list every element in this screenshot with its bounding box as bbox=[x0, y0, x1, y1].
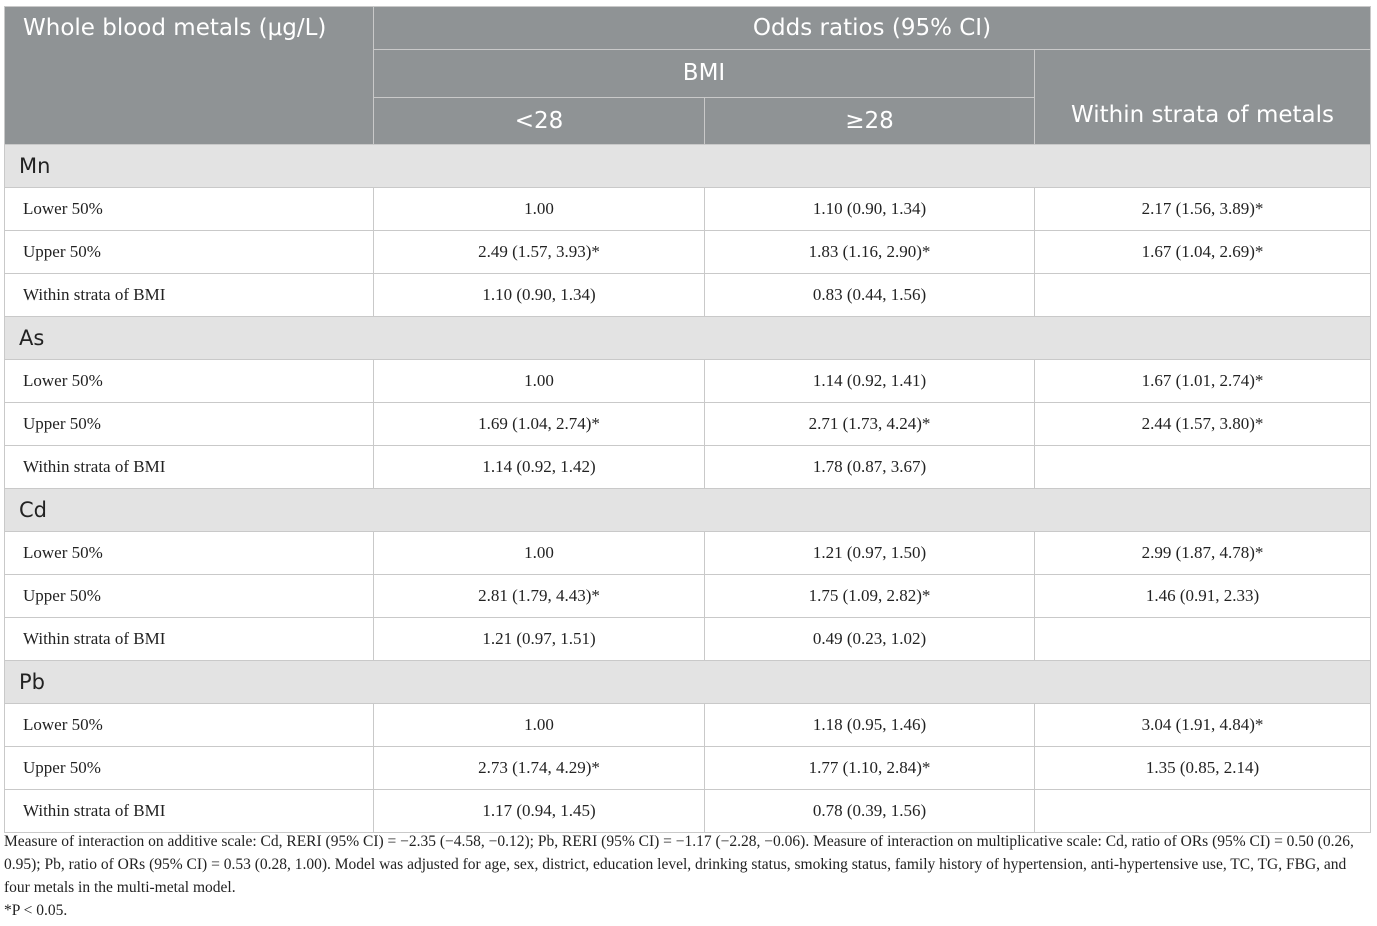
significance-note: *P < 0.05. bbox=[4, 902, 68, 919]
bmi-lt-28-value: 1.10 (0.90, 1.34) bbox=[374, 274, 705, 317]
odds-ratio-header: Odds ratios (95% CI) bbox=[374, 7, 1371, 50]
metal-group-label: Mn bbox=[5, 145, 1371, 188]
table-footnote bbox=[4, 830, 1370, 922]
table-row bbox=[5, 231, 1371, 274]
within-metals-value: 3.04 (1.91, 4.84)* bbox=[1035, 704, 1371, 747]
odds-ratio-table bbox=[4, 6, 1371, 833]
within-metals-value: 1.67 (1.01, 2.74)* bbox=[1035, 360, 1371, 403]
bmi-ge-28-value: 1.14 (0.92, 1.41) bbox=[705, 360, 1035, 403]
within-metals-value: 1.67 (1.04, 2.69)* bbox=[1035, 231, 1371, 274]
row-label: Lower 50% bbox=[5, 188, 374, 231]
bmi-lt-28-value: 1.69 (1.04, 2.74)* bbox=[374, 403, 705, 446]
within-metals-value: 1.46 (0.91, 2.33) bbox=[1035, 575, 1371, 618]
bmi-ge-28-value: 0.78 (0.39, 1.56) bbox=[705, 790, 1035, 833]
table-row bbox=[5, 446, 1371, 489]
metal-group-row bbox=[5, 489, 1371, 532]
bmi-lt-28-value: 1.00 bbox=[374, 360, 705, 403]
within-metals-value bbox=[1035, 618, 1371, 661]
bmi-lt-28-value: 2.49 (1.57, 3.93)* bbox=[374, 231, 705, 274]
bmi-ge-28-value: 1.18 (0.95, 1.46) bbox=[705, 704, 1035, 747]
row-label: Within strata of BMI bbox=[5, 618, 374, 661]
bmi-lt-28-value: 1.00 bbox=[374, 532, 705, 575]
row-label: Within strata of BMI bbox=[5, 446, 374, 489]
table-row bbox=[5, 618, 1371, 661]
table-row bbox=[5, 360, 1371, 403]
bmi-lt-28-value: 1.00 bbox=[374, 704, 705, 747]
bmi-lt-28-value: 1.17 (0.94, 1.45) bbox=[374, 790, 705, 833]
bmi-lt-28-value: 1.14 (0.92, 1.42) bbox=[374, 446, 705, 489]
row-label: Within strata of BMI bbox=[5, 274, 374, 317]
bmi-lt-28-value: 2.81 (1.79, 4.43)* bbox=[374, 575, 705, 618]
table-row bbox=[5, 790, 1371, 833]
row-label: Upper 50% bbox=[5, 747, 374, 790]
within-metals-header: Within strata of metals bbox=[1035, 50, 1371, 145]
bmi-lt-28-value: 2.73 (1.74, 4.29)* bbox=[374, 747, 705, 790]
bmi-header: BMI bbox=[374, 50, 1035, 98]
within-metals-value bbox=[1035, 790, 1371, 833]
row-label: Upper 50% bbox=[5, 575, 374, 618]
bmi-ge-28-value: 1.75 (1.09, 2.82)* bbox=[705, 575, 1035, 618]
footnote-text: Measure of interaction on additive scale: Cd, RERI (95% CI) = −2.35 (−4.58, −0.12); Pb, RERI (95% CI) = −1.17 (−2.28, −0.06). Measure of interaction on multiplicative scale: Cd, ratio of ORs (95% CI) = 0.50 (0.26, 0.95); Pb, ratio of ORs (95% CI) = 0.53 (0.28, 1.00). Model was adjusted for age, sex, district, education level, drinking status, smoking status, family history of hypertension, anti-hypertensive use, TC, TG, FBG, and four metals in the multi-metal model. bbox=[4, 833, 1354, 896]
table-row bbox=[5, 575, 1371, 618]
row-label: Upper 50% bbox=[5, 231, 374, 274]
within-metals-value: 2.17 (1.56, 3.89)* bbox=[1035, 188, 1371, 231]
metal-group-label: Pb bbox=[5, 661, 1371, 704]
bmi-ge-28-value: 1.21 (0.97, 1.50) bbox=[705, 532, 1035, 575]
table-row bbox=[5, 403, 1371, 446]
table-row bbox=[5, 532, 1371, 575]
row-label: Lower 50% bbox=[5, 704, 374, 747]
bmi-ge-28-value: 1.83 (1.16, 2.90)* bbox=[705, 231, 1035, 274]
table-body bbox=[5, 145, 1371, 833]
bmi-ge-28-value: 1.10 (0.90, 1.34) bbox=[705, 188, 1035, 231]
metal-group-row bbox=[5, 661, 1371, 704]
bmi-ge-28-value: 2.71 (1.73, 4.24)* bbox=[705, 403, 1035, 446]
table-row bbox=[5, 188, 1371, 231]
bmi-ge-28-header: ≥28 bbox=[705, 97, 1035, 145]
within-metals-value bbox=[1035, 446, 1371, 489]
bmi-ge-28-value: 1.78 (0.87, 3.67) bbox=[705, 446, 1035, 489]
row-label: Upper 50% bbox=[5, 403, 374, 446]
bmi-ge-28-value: 1.77 (1.10, 2.84)* bbox=[705, 747, 1035, 790]
bmi-lt-28-value: 1.21 (0.97, 1.51) bbox=[374, 618, 705, 661]
bmi-ge-28-value: 0.83 (0.44, 1.56) bbox=[705, 274, 1035, 317]
bmi-ge-28-value: 0.49 (0.23, 1.02) bbox=[705, 618, 1035, 661]
table-row bbox=[5, 747, 1371, 790]
bmi-lt-28-value: 1.00 bbox=[374, 188, 705, 231]
metal-group-row bbox=[5, 145, 1371, 188]
table-row bbox=[5, 274, 1371, 317]
within-metals-value bbox=[1035, 274, 1371, 317]
row-label: Lower 50% bbox=[5, 360, 374, 403]
bmi-lt-28-header: <28 bbox=[374, 97, 705, 145]
metal-group-row bbox=[5, 317, 1371, 360]
metal-group-label: As bbox=[5, 317, 1371, 360]
within-metals-value: 2.99 (1.87, 4.78)* bbox=[1035, 532, 1371, 575]
within-metals-value: 2.44 (1.57, 3.80)* bbox=[1035, 403, 1371, 446]
row-label: Within strata of BMI bbox=[5, 790, 374, 833]
table-row bbox=[5, 704, 1371, 747]
metal-column-header: Whole blood metals (μg/L) bbox=[5, 7, 374, 145]
row-label: Lower 50% bbox=[5, 532, 374, 575]
within-metals-value: 1.35 (0.85, 2.14) bbox=[1035, 747, 1371, 790]
metal-group-label: Cd bbox=[5, 489, 1371, 532]
